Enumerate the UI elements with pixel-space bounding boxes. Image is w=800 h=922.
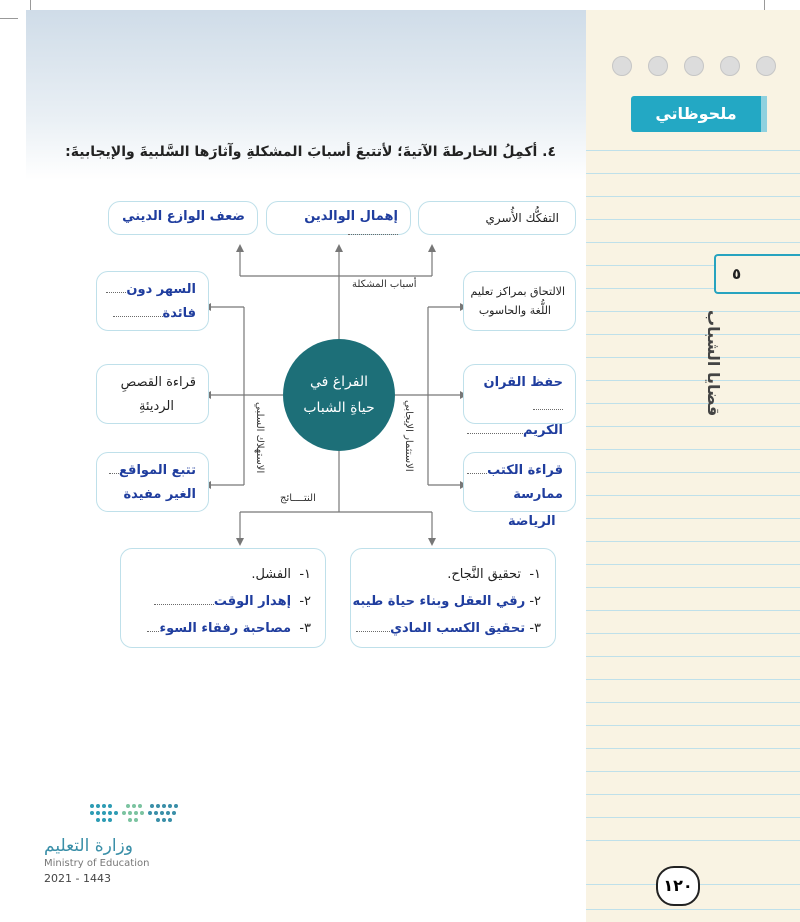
negative-use-line: الغير مفيدة: [123, 487, 196, 502]
answer-dots: [348, 234, 398, 235]
answer-dots: [109, 473, 119, 474]
answer-dots: [154, 604, 214, 605]
positive-results-box: [350, 548, 556, 648]
negative-results-box: [120, 548, 326, 648]
negative-use-line: فائدة: [162, 306, 196, 321]
negative-use-line: تتبع المواقع: [119, 463, 196, 478]
negative-use-line: السهر دون: [126, 282, 196, 297]
positive-use-box: [463, 364, 576, 438]
cause-box: [108, 201, 258, 235]
positive-use-line: اللُّغة والحاسوب: [478, 304, 551, 317]
result-number: ٣-: [529, 621, 541, 636]
cause-text: ضعف الوازع الديني: [122, 209, 245, 224]
central-topic: [283, 339, 395, 451]
answer-dots: [467, 473, 487, 474]
ministry-name-arabic: وزارة التعليم: [44, 836, 133, 856]
result-number: ٣-: [299, 621, 311, 636]
answer-dots: [356, 631, 390, 632]
page-number: ١٢٠: [656, 866, 700, 906]
negative-use-line: قراءة القصصِ: [120, 375, 196, 390]
central-topic-line1: الفراغ في: [309, 374, 369, 390]
answer-dots: [533, 409, 563, 410]
result-number: ٢-: [299, 594, 311, 609]
central-topic-line2: حياةِ الشباب: [303, 400, 375, 416]
negative-use-box: [96, 452, 209, 512]
question-text: ٤. أكمِلُ الخارطةَ الآتيةَ؛ لأتتبعَ أسبابَ المشكلةِ وآثارَها السَّلبيةَ والإيجابيةَ:: [65, 144, 556, 160]
cause-box: [266, 201, 411, 235]
result-text: الفشل.: [251, 567, 292, 582]
negative-label: الاستهلاك السلبي: [254, 402, 265, 474]
positive-use-line: الرياضة: [508, 514, 556, 529]
notes-title: ملحوظاتي: [631, 96, 761, 132]
result-text: رقي العقل وبناء حياة طيبه: [352, 594, 526, 609]
result-text: تحقيق الكسب المادي: [390, 621, 526, 636]
negative-use-line: الرديئةِ: [138, 399, 174, 414]
negative-use-box: [96, 364, 209, 424]
answer-dots: [106, 292, 126, 293]
cause-box: [418, 201, 576, 235]
ministry-name-english: Ministry of Education: [44, 858, 150, 869]
answer-dots: [467, 433, 523, 434]
positive-use-line: الكريم: [522, 423, 563, 438]
result-number: ١-: [529, 567, 541, 582]
result-text: مصاحبة رفقاء السوء: [159, 621, 292, 636]
causes-label: أسباب المشكلة: [352, 279, 417, 290]
positive-use-line: الالتحاق بمراكز تعليم: [470, 285, 565, 298]
results-label: النتــــائج: [280, 493, 316, 504]
positive-use-box: [463, 271, 576, 331]
positive-use-line: ممارسة: [513, 487, 563, 502]
result-number: ١-: [299, 567, 311, 582]
answer-dots: [113, 316, 163, 317]
positive-use-line: قراءة الكتب: [487, 463, 563, 478]
unit-title: قضايا الشباب: [704, 310, 723, 417]
ministry-year: 2021 - 1443: [44, 872, 111, 885]
unit-number: ٥: [714, 254, 800, 294]
cause-text: إهمال الوالدين: [304, 209, 398, 224]
result-number: ٢-: [529, 594, 541, 609]
positive-label: الاستثمار الإيجابي: [403, 400, 414, 472]
answer-dots: [147, 631, 159, 632]
cause-text: التفكُّك الأُسري: [485, 211, 559, 225]
ministry-logo-icon: [88, 800, 180, 830]
positive-use-box: [463, 452, 576, 512]
negative-use-box: [96, 271, 209, 331]
result-text: تحقيق النَّجاح.: [447, 567, 522, 582]
positive-use-line: حفظ القران: [483, 375, 563, 390]
result-text: إهدار الوقت: [213, 594, 292, 609]
